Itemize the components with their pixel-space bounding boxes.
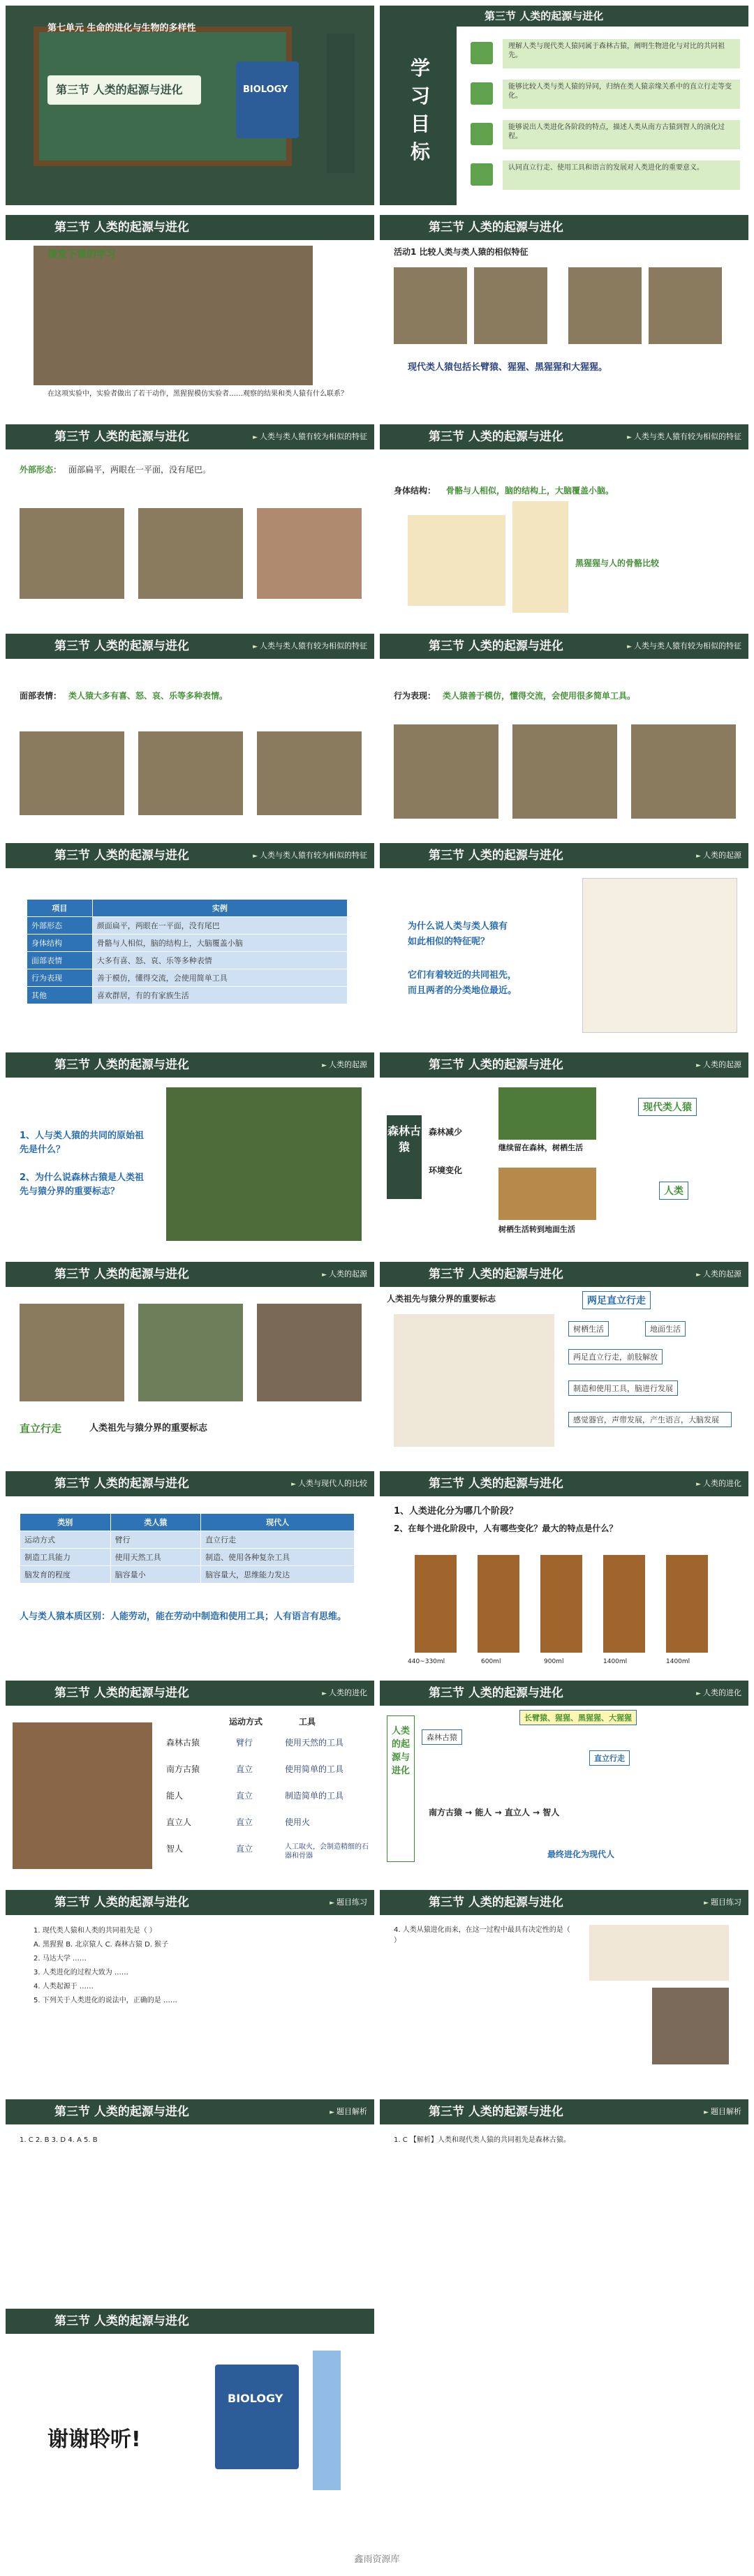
slide-exercise-2	[380, 1890, 748, 2090]
stage-figure	[478, 1555, 519, 1653]
table-row	[20, 1531, 355, 1549]
ape-behavior-photo	[394, 724, 498, 819]
header-sub: ► 人类与类人猿有较为相似的特征	[253, 431, 367, 443]
exercise-line: 2. 马达大学 ……	[34, 1955, 87, 1963]
header-sub: ► 人类与现代人的比较	[291, 1478, 367, 1490]
table-row	[27, 935, 348, 952]
slide-header: 第三节 人类的起源与进化 ► 人类的起源	[380, 1052, 748, 1078]
slide-ancestor-questions	[6, 1052, 374, 1252]
dna-icon	[313, 2351, 341, 2490]
table-cell: 善于模仿，懂得交流，会使用简单工具	[92, 969, 347, 987]
key-box: 两足直立行走	[582, 1291, 651, 1309]
table-cell: 颜面扁平，两眼在一平面，没有尾巴	[92, 917, 347, 935]
brain-volume: 900ml	[544, 1658, 564, 1665]
ape-expression-photo	[138, 731, 243, 815]
slide-cover	[6, 6, 374, 205]
brain-volume: 600ml	[481, 1658, 501, 1665]
slide-mindmap	[380, 1681, 748, 1880]
exercise-line: 4. 人类起源于 ……	[34, 1983, 94, 1990]
table-cell: 行为表现	[27, 969, 93, 987]
cover-title: 第三节 人类的起源与进化	[56, 83, 183, 96]
stage-tool: 制造简单的工具	[285, 1791, 344, 1801]
stage-sequence: 南方古猿 → 能人 → 直立人 → 智人	[429, 1808, 560, 1817]
slide-header: 第三节 人类的起源与进化 ► 人类与类人猿有较为相似的特征	[380, 424, 748, 449]
slide-behavior	[380, 634, 748, 833]
stage-motion: 直立	[236, 1817, 253, 1827]
stage-motion: 直立	[236, 1791, 253, 1801]
exercise-line: 3. 人类进化的过程大致为 ……	[34, 1969, 128, 1976]
gorilla-photo	[649, 267, 722, 344]
savanna-image	[498, 1168, 596, 1220]
slide-objectives	[380, 6, 748, 205]
slide-header: 第三节 人类的起源与进化 ► 人类与类人猿有较为相似的特征	[380, 634, 748, 659]
ape-expression-photo	[257, 731, 362, 815]
slide-comparison	[6, 1471, 374, 1671]
flow-step: 制造和使用工具，脑进行发展	[568, 1380, 678, 1396]
answer-line: 而且两者的分类地位最近。	[408, 985, 517, 996]
trait-text: 类人猿善于模仿，懂得交流，会使用很多简单工具。	[443, 691, 636, 701]
experiment-photo	[34, 246, 313, 385]
check-icon	[471, 42, 493, 64]
ape-photo	[20, 1304, 124, 1401]
header-sub: ► 人类的进化	[322, 1688, 367, 1699]
apes-caption: 现代类人猿包括长臂猿、猩猩、黑猩猩和大猩猩。	[408, 362, 608, 373]
header-sub: ► 题目解析	[330, 2106, 367, 2118]
table-header: 项目	[27, 900, 93, 917]
question-line: 如此相似的特征呢？	[408, 937, 490, 947]
thanks-badge: BIOLOGY	[228, 2392, 283, 2405]
ape-photo	[257, 1304, 362, 1401]
watermark-footer: 鑫雨资源库	[354, 2554, 400, 2565]
header-sub: ► 人类的起源	[696, 850, 741, 862]
table-cell: 其他	[27, 987, 93, 1004]
slide-header: 第三节 人类的起源与进化	[457, 6, 748, 27]
trait-text: 类人猿大多有喜、怒、哀、乐等多种表情。	[68, 691, 228, 701]
table-row	[27, 952, 348, 969]
tool-photo	[652, 1988, 729, 2064]
column-title: 运动方式	[229, 1717, 263, 1727]
table-row	[27, 987, 348, 1004]
cause-label: 森林减少	[429, 1127, 463, 1137]
stage-figure	[540, 1555, 582, 1653]
header-sub: ► 人类的进化	[696, 1478, 741, 1490]
branch-text: 树栖生活转到地面生活	[498, 1225, 575, 1234]
check-icon	[471, 123, 493, 145]
check-icon	[471, 82, 493, 105]
ape-behavior-photo	[512, 724, 617, 819]
stage-motion: 臂行	[236, 1738, 253, 1748]
table-cell: 制造、使用各种复杂工具	[201, 1549, 355, 1566]
trait-text: 面部扁平，两眼在一平面，没有尾巴。	[68, 465, 212, 475]
human-face-photo	[257, 508, 362, 599]
gibbon-photo	[394, 267, 467, 344]
summary-table	[27, 899, 348, 1004]
answer-text: 1. C 【解析】人类和现代类人猿的共同祖先是森林古猿。	[394, 2136, 570, 2144]
table-header-row	[27, 900, 348, 917]
stage-tool: 使用天然的工具	[285, 1738, 344, 1748]
header-sub: ► 人类与类人猿有较为相似的特征	[627, 431, 741, 443]
stage-tool: 使用简单的工具	[285, 1764, 344, 1774]
header-sub: ► 题目练习	[704, 1897, 741, 1909]
brain-volume: 440~330ml	[408, 1658, 445, 1665]
table-header: 类别	[20, 1514, 111, 1531]
table-header-row	[20, 1514, 355, 1531]
slide-bipedal	[6, 1262, 374, 1461]
gorilla-face-photo	[138, 508, 243, 599]
slide-stage-table	[6, 1681, 374, 1880]
question-line: 1、人类进化分为哪几个阶段？	[394, 1506, 519, 1517]
stage-figure	[415, 1555, 457, 1653]
table-cell: 脑容量大，思维能力发达	[201, 1566, 355, 1584]
table-cell: 面部表情	[27, 952, 93, 969]
table-cell: 外部形态	[27, 917, 93, 935]
slide-morphology	[6, 424, 374, 624]
table-row	[27, 917, 348, 935]
slide-header: 第三节 人类的起源与进化 ► 人类的进化	[380, 1471, 748, 1496]
stage-name: 森林古猿	[166, 1738, 200, 1748]
slide-skeleton	[380, 424, 748, 624]
question-line: 1、人与类人猿的共同的原始祖先是什么？	[20, 1131, 145, 1155]
result-box: 人类	[659, 1182, 688, 1200]
objectives-side	[380, 6, 457, 205]
slide-header: 第三节 人类的起源与进化 ► 题目练习	[380, 1890, 748, 1915]
column-title: 工具	[299, 1717, 316, 1727]
key-label: 直立行走	[20, 1422, 62, 1435]
slide-header: 第三节 人类的起源与进化 ► 人类的起源	[380, 1262, 748, 1287]
trait-label: 身体结构：	[394, 486, 436, 496]
trait-label: 外部形态：	[20, 465, 62, 475]
brain-volume: 1400ml	[666, 1658, 690, 1665]
result-box: 现代类人猿	[638, 1098, 697, 1116]
question-line: 2、在每个进化阶段中，人有哪些变化？最大的特点是什么？	[394, 1524, 618, 1533]
experiment-caption: 在这项实验中，实验者做出了若干动作，黑猩猩模仿实验者……观察的结果和类人猿有什么联系？	[47, 390, 348, 398]
human-skeleton-image	[512, 501, 568, 613]
table-cell: 臂行	[110, 1531, 201, 1549]
header-sub: ► 人类的起源	[322, 1269, 367, 1281]
exercise-line: 1. 现代类人猿和人类的共同祖先是（ ）	[34, 1927, 156, 1935]
orangutan-photo	[474, 267, 547, 344]
exercise-line: 5. 下列关于人类进化的说法中，正确的是 ……	[34, 1997, 177, 2004]
question-line: 为什么说人类与类人猿有	[408, 921, 508, 932]
slide-header: 第三节 人类的起源与进化 ► 人类的起源	[6, 1262, 374, 1287]
table-cell: 制造工具能力	[20, 1549, 111, 1566]
slide-evolution-flow	[380, 1262, 748, 1461]
slide-header: 第三节 人类的起源与进化	[6, 215, 374, 240]
slide-header: 第三节 人类的起源与进化 ► 人类与现代人的比较	[6, 1471, 374, 1496]
biology-book-icon	[215, 2365, 299, 2469]
slide-summary-table	[6, 843, 374, 1043]
exercise-text: 4. 人类从猿进化而来，在这一过程中最具有决定性的是（ ）	[394, 1926, 570, 1944]
stage-name: 南方古猿	[166, 1764, 200, 1774]
slide-answers-1	[6, 2099, 374, 2299]
branch-text: 继续留在森林，树栖生活	[498, 1143, 583, 1152]
forest-ape-node: 森林古猿	[387, 1115, 422, 1199]
comparison-table	[20, 1513, 355, 1584]
table-header: 现代人	[201, 1514, 355, 1531]
table-cell: 骨骼与人相似，脑的结构上，大脑覆盖小脑	[92, 935, 347, 952]
ape-expression-photo	[20, 731, 124, 815]
table-cell: 脑容量小	[110, 1566, 201, 1584]
stage-motion: 直立	[236, 1764, 253, 1774]
stage-name: 直立人	[166, 1817, 192, 1827]
biology-book-icon	[236, 61, 299, 138]
objectives-label: 学习目标	[410, 57, 430, 163]
stage-motion: 直立	[236, 1844, 253, 1854]
objective-item: 理解人类与现代类人猿同属于森林古猿，阐明生物进化与对比的共同祖先。	[503, 39, 740, 68]
flow-step: 地面生活	[645, 1321, 686, 1337]
check-icon	[471, 163, 493, 186]
evolution-figure	[589, 1925, 729, 1981]
chimp-skeleton-image	[408, 515, 505, 606]
header-sub: ► 题目练习	[330, 1897, 367, 1909]
mindmap-end: 最终进化为现代人	[547, 1849, 615, 1859]
mindmap-node: 森林古猿	[422, 1729, 462, 1745]
header-sub: ► 人类与类人猿有较为相似的特征	[253, 850, 367, 862]
header-sub: ► 人类的起源	[696, 1269, 741, 1281]
flow-step: 树栖生活	[568, 1321, 609, 1337]
slide-forest-ape	[380, 1052, 748, 1252]
slide-experiment	[6, 215, 374, 415]
slide-thanks	[6, 2309, 374, 2508]
photo-banner: 课堂下课的学习	[47, 249, 116, 260]
exercise-line: A. 黑猩猩 B. 北京猿人 C. 森林古猿 D. 猴子	[34, 1941, 169, 1949]
stage-name: 能人	[166, 1791, 184, 1801]
evolution-tree-diagram	[582, 878, 737, 1033]
hominid-faces-image	[13, 1722, 152, 1869]
activity-title: 活动1 比较人类与类人猿的相似特征	[394, 247, 528, 257]
dna-icon	[327, 33, 355, 173]
cause-label: 环境变化	[429, 1166, 463, 1175]
table-cell: 身体结构	[27, 935, 93, 952]
table-header: 实例	[92, 900, 347, 917]
table-cell: 运动方式	[20, 1531, 111, 1549]
brain-volume: 1400ml	[603, 1658, 628, 1665]
stage-figure	[666, 1555, 708, 1653]
slide-header: 第三节 人类的起源与进化 ► 人类与类人猿有较为相似的特征	[6, 843, 374, 868]
slide-common-ancestor	[380, 843, 748, 1043]
header-sub: ► 人类的进化	[696, 1688, 741, 1699]
table-cell: 直立行走	[201, 1531, 355, 1549]
table-row	[20, 1566, 355, 1584]
table-cell: 使用天然工具	[110, 1549, 201, 1566]
ape-behavior-photo	[631, 724, 736, 819]
forest-image	[498, 1087, 596, 1140]
flow-step: 两足直立行走，前肢解放	[568, 1349, 663, 1364]
mindmap-root: 人类的起源与进化	[387, 1715, 415, 1862]
chimpanzee-photo	[568, 267, 642, 344]
slide-answers-2	[380, 2099, 748, 2299]
header-sub: ► 人类与类人猿有较为相似的特征	[627, 641, 741, 653]
skeleton-evolution-image	[394, 1314, 554, 1447]
header-sub: ► 人类与类人猿有较为相似的特征	[253, 641, 367, 653]
slide-header: 第三节 人类的起源与进化 ► 题目解析	[380, 2099, 748, 2124]
slide-header: 第三节 人类的起源与进化 ► 题目练习	[6, 1890, 374, 1915]
table-cell: 喜欢群居，有的有家族生活	[92, 987, 347, 1004]
answer-line: 它们有着较近的共同祖先，	[408, 970, 517, 981]
slide-header: 第三节 人类的起源与进化	[6, 2309, 374, 2334]
slide-header: 第三节 人类的起源与进化	[380, 215, 748, 240]
stage-tool: 人工取火，会制造精细的石器和骨器	[285, 1843, 369, 1860]
objective-item: 能够说出人类进化各阶段的特点，描述人类从南方古猿到智人的演化过程。	[503, 120, 740, 149]
trait-label: 行为表现：	[394, 691, 436, 701]
skeleton-note: 黑猩猩与人的骨骼比较	[575, 558, 660, 568]
table-cell: 脑发育的程度	[20, 1566, 111, 1584]
stage-tool: 使用火	[285, 1817, 311, 1827]
header-sub: ► 题目解析	[704, 2106, 741, 2118]
apes-node: 长臂猿、猩猩、黑猩猩、大猩猩	[519, 1710, 637, 1725]
thanks-title: 谢谢聆听!	[47, 2427, 141, 2452]
slide-exercise-1	[6, 1890, 374, 2090]
cover-badge: BIOLOGY	[243, 84, 288, 95]
trait-text: 骨骼与人相似，脑的结构上，大脑覆盖小脑。	[446, 486, 614, 496]
objective-item: 能够比较人类与类人猿的异同，归纳在类人猿亲缘关系中的直立行走等变化。	[503, 80, 740, 109]
trait-label: 面部表情：	[20, 691, 62, 701]
slide-header: 第三节 人类的起源与进化 ► 人类的起源	[6, 1052, 374, 1078]
slide-header: 第三节 人类的起源与进化 ► 人类的起源	[380, 843, 748, 868]
header-sub: ► 人类的起源	[322, 1059, 367, 1071]
stage-name: 智人	[166, 1844, 184, 1854]
flow-title: 人类祖先与猿分界的重要标志	[387, 1294, 496, 1304]
chimp-face-photo	[20, 508, 124, 599]
flow-step: 感觉器官，声带发展，产生语言，大脑发展	[568, 1412, 732, 1427]
slide-apes	[380, 215, 748, 415]
table-cell: 大多有喜、怒、哀、乐等多种表情	[92, 952, 347, 969]
essential-difference: 人与类人猿本质区别：人能劳动，能在劳动中制造和使用工具；人有语言有思维。	[20, 1611, 347, 1622]
stage-figure	[603, 1555, 645, 1653]
header-sub: ► 人类的起源	[696, 1059, 741, 1071]
key-text: 人类祖先与猿分界的重要标志	[89, 1423, 208, 1434]
ape-photo	[138, 1304, 243, 1401]
answer-text: 1. C 2. B 3. D 4. A 5. B	[20, 2136, 98, 2144]
table-row	[27, 969, 348, 987]
slide-header: 第三节 人类的起源与进化 ► 人类与类人猿有较为相似的特征	[6, 424, 374, 449]
slide-header: 第三节 人类的起源与进化 ► 题目解析	[6, 2099, 374, 2124]
table-header: 类人猿	[110, 1514, 201, 1531]
unit-title: 第七单元 生命的进化与生物的多样性	[47, 23, 196, 33]
bipedal-node: 直立行走	[589, 1750, 630, 1766]
slide-header: 第三节 人类的起源与进化 ► 人类与类人猿有较为相似的特征	[6, 634, 374, 659]
question-line: 2、为什么说森林古猿是人类祖先与猿分界的重要标志？	[20, 1172, 145, 1197]
forest-apes-illustration	[166, 1087, 362, 1241]
slide-header: 第三节 人类的起源与进化 ► 人类的进化	[380, 1681, 748, 1706]
table-row	[20, 1549, 355, 1566]
slide-header: 第三节 人类的起源与进化 ► 人类的进化	[6, 1681, 374, 1706]
slide-expression	[6, 634, 374, 833]
slide-evolution-stages	[380, 1471, 748, 1671]
objective-item: 认同直立行走、使用工具和语言的发展对人类进化的重要意义。	[503, 161, 740, 190]
